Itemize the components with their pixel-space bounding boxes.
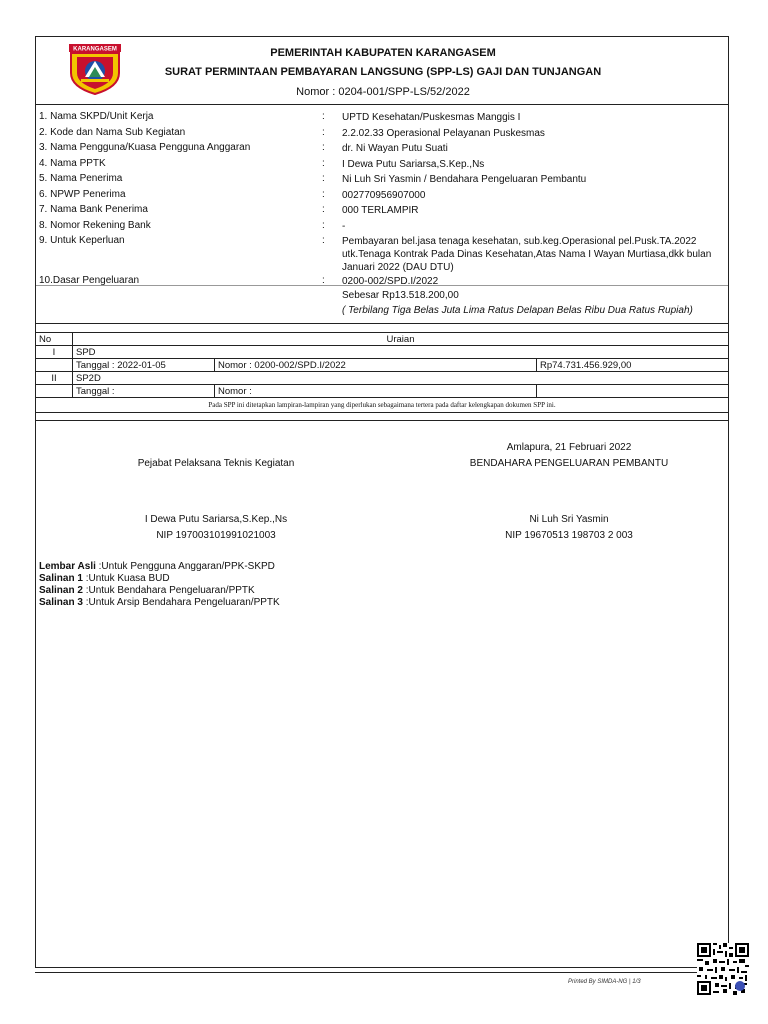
- empty-cell: [537, 385, 729, 398]
- uraian-divider: [36, 323, 728, 324]
- copy-line: [39, 573, 280, 585]
- left-signatory-nip: NIP 197003101991021003: [156, 530, 276, 541]
- attachment-note: Pada SPP ini ditetapkan lampiran-lampiran yang diperlukan sebagaimana tertera pada daftar kelengkapan dokumen SPP ini.: [36, 398, 729, 413]
- table-row: [36, 372, 729, 385]
- printed-by: Printed By SIMDA-NG | 1/3: [568, 979, 641, 985]
- info-colon: :: [322, 157, 325, 169]
- copy-line: [39, 597, 280, 609]
- qr-code-icon: [697, 943, 749, 995]
- info-colon: :: [322, 219, 325, 231]
- info-colon: :: [322, 204, 325, 215]
- info-value: -: [342, 220, 346, 232]
- document-title: SURAT PERMINTAAN PEMBAYARAN LANGSUNG (SPP-LS) GAJI DAN TUNJANGAN: [164, 66, 602, 78]
- info-label: 4. Nama PPTK: [39, 157, 106, 169]
- info-value: I Dewa Putu Sariarsa,S.Kep.,Ns: [342, 158, 485, 170]
- table-note-row: [36, 398, 729, 413]
- copy-label: Salinan 1: [39, 573, 83, 584]
- copy-line: [39, 561, 280, 573]
- sp2d-nomor: Nomor :: [215, 385, 537, 398]
- info-value: 2.2.02.33 Operasional Pelayanan Puskesmas: [342, 127, 545, 139]
- copy-text: :Untuk Pengguna Anggaran/PPK-SKPD: [98, 561, 275, 572]
- info-label: 2. Kode dan Nama Sub Kegiatan: [39, 126, 186, 138]
- amount-in-words: ( Terbilang Tiga Belas Juta Lima Ratus Delapan Belas Ribu Dua Ratus Rupiah): [342, 305, 693, 316]
- info-colon: :: [322, 173, 325, 184]
- info-label: 6. NPWP Penerima: [39, 188, 126, 200]
- document-frame: [35, 36, 729, 968]
- table-row: [36, 385, 729, 398]
- info-value: Ni Luh Sri Yasmin / Bendahara Pengeluaran Pembantu: [342, 174, 587, 185]
- info-colon: :: [322, 126, 325, 138]
- copy-text: :Untuk Arsip Bendahara Pengeluaran/PPTK: [85, 597, 280, 608]
- info-colon: :: [322, 235, 325, 246]
- copy-text: :Untuk Bendahara Pengeluaran/PPTK: [85, 585, 255, 596]
- sp2d-tanggal: Tanggal :: [73, 385, 215, 398]
- uraian-table: [35, 332, 729, 413]
- footer-rule: [35, 972, 729, 973]
- spd-amount: Rp74.731.456.929,00: [537, 359, 729, 372]
- row-number: I: [36, 346, 73, 359]
- document-number: Nomor : 0204-001/SPP-LS/52/2022: [296, 86, 470, 98]
- right-signatory-title: BENDAHARA PENGELUARAN PEMBANTU: [469, 458, 669, 469]
- copy-label: Lembar Asli: [39, 561, 96, 572]
- info-value: 002770956907000: [342, 189, 426, 201]
- row-number: II: [36, 372, 73, 385]
- info-label: 5. Nama Penerima: [39, 173, 123, 184]
- info-label: 8. Nomor Rekening Bank: [39, 219, 151, 231]
- header-divider: [36, 104, 728, 105]
- amount-total: Sebesar Rp13.518.200,00: [342, 290, 459, 301]
- copy-text: :Untuk Kuasa BUD: [85, 573, 170, 584]
- info-colon: :: [322, 188, 325, 200]
- spd-tanggal: Tanggal : 2022-01-05: [73, 359, 215, 372]
- info-value: 0200-002/SPD.I/2022: [342, 276, 439, 287]
- info-colon: :: [322, 275, 325, 286]
- info-label: 3. Nama Pengguna/Kuasa Pengguna Anggaran: [39, 142, 251, 153]
- right-signatory-name: Ni Luh Sri Yasmin: [529, 514, 609, 525]
- table-header-row: [36, 333, 729, 346]
- spd-nomor: Nomor : 0200-002/SPD.I/2022: [215, 359, 537, 372]
- empty-cell: [36, 359, 73, 372]
- signature-divider: [36, 420, 728, 421]
- right-signatory-nip: NIP 19670513 198703 2 003: [505, 530, 633, 541]
- empty-cell: [36, 385, 73, 398]
- amount-divider: [36, 285, 728, 286]
- row-title: SPD: [73, 346, 729, 359]
- info-label: 7. Nama Bank Penerima: [39, 204, 148, 215]
- left-signatory-title: Pejabat Pelaksana Teknis Kegiatan: [137, 458, 295, 469]
- info-value: dr. Ni Wayan Putu Suati: [342, 143, 448, 154]
- col-uraian-header: Uraian: [73, 333, 729, 346]
- table-row: [36, 346, 729, 359]
- copy-label: Salinan 3: [39, 597, 83, 608]
- info-value: Pembayaran bel.jasa tenaga kesehatan, sub.keg.Operasional pel.Pusk.TA.2022 utk.Tenaga Kontrak Pada Dinas Kesehatan,Atas Nama I Wayan Murtiasa,dkk bulan Januari 2022 (DAU DTU): [342, 236, 712, 273]
- left-signatory-name: I Dewa Putu Sariarsa,S.Kep.,Ns: [144, 514, 288, 525]
- info-label: 10.Dasar Pengeluaran: [39, 275, 140, 286]
- place-date: Amlapura, 21 Februari 2022: [506, 442, 632, 453]
- row-title: SP2D: [73, 372, 729, 385]
- copy-line: [39, 585, 280, 597]
- info-label: 1. Nama SKPD/Unit Kerja: [39, 111, 154, 122]
- copy-label: Salinan 2: [39, 585, 83, 596]
- col-no-header: No: [36, 333, 73, 346]
- copies-list: [39, 561, 280, 609]
- info-colon: :: [322, 142, 325, 153]
- svg-text:KARANGASEM: KARANGASEM: [73, 46, 117, 53]
- info-colon: :: [322, 111, 325, 122]
- info-label: 9. Untuk Keperluan: [39, 235, 125, 246]
- government-name: PEMERINTAH KABUPATEN KARANGASEM: [270, 47, 496, 59]
- info-value: 000 TERLAMPIR: [342, 205, 419, 216]
- info-value: UPTD Kesehatan/Puskesmas Manggis I: [342, 112, 521, 123]
- table-row: [36, 359, 729, 372]
